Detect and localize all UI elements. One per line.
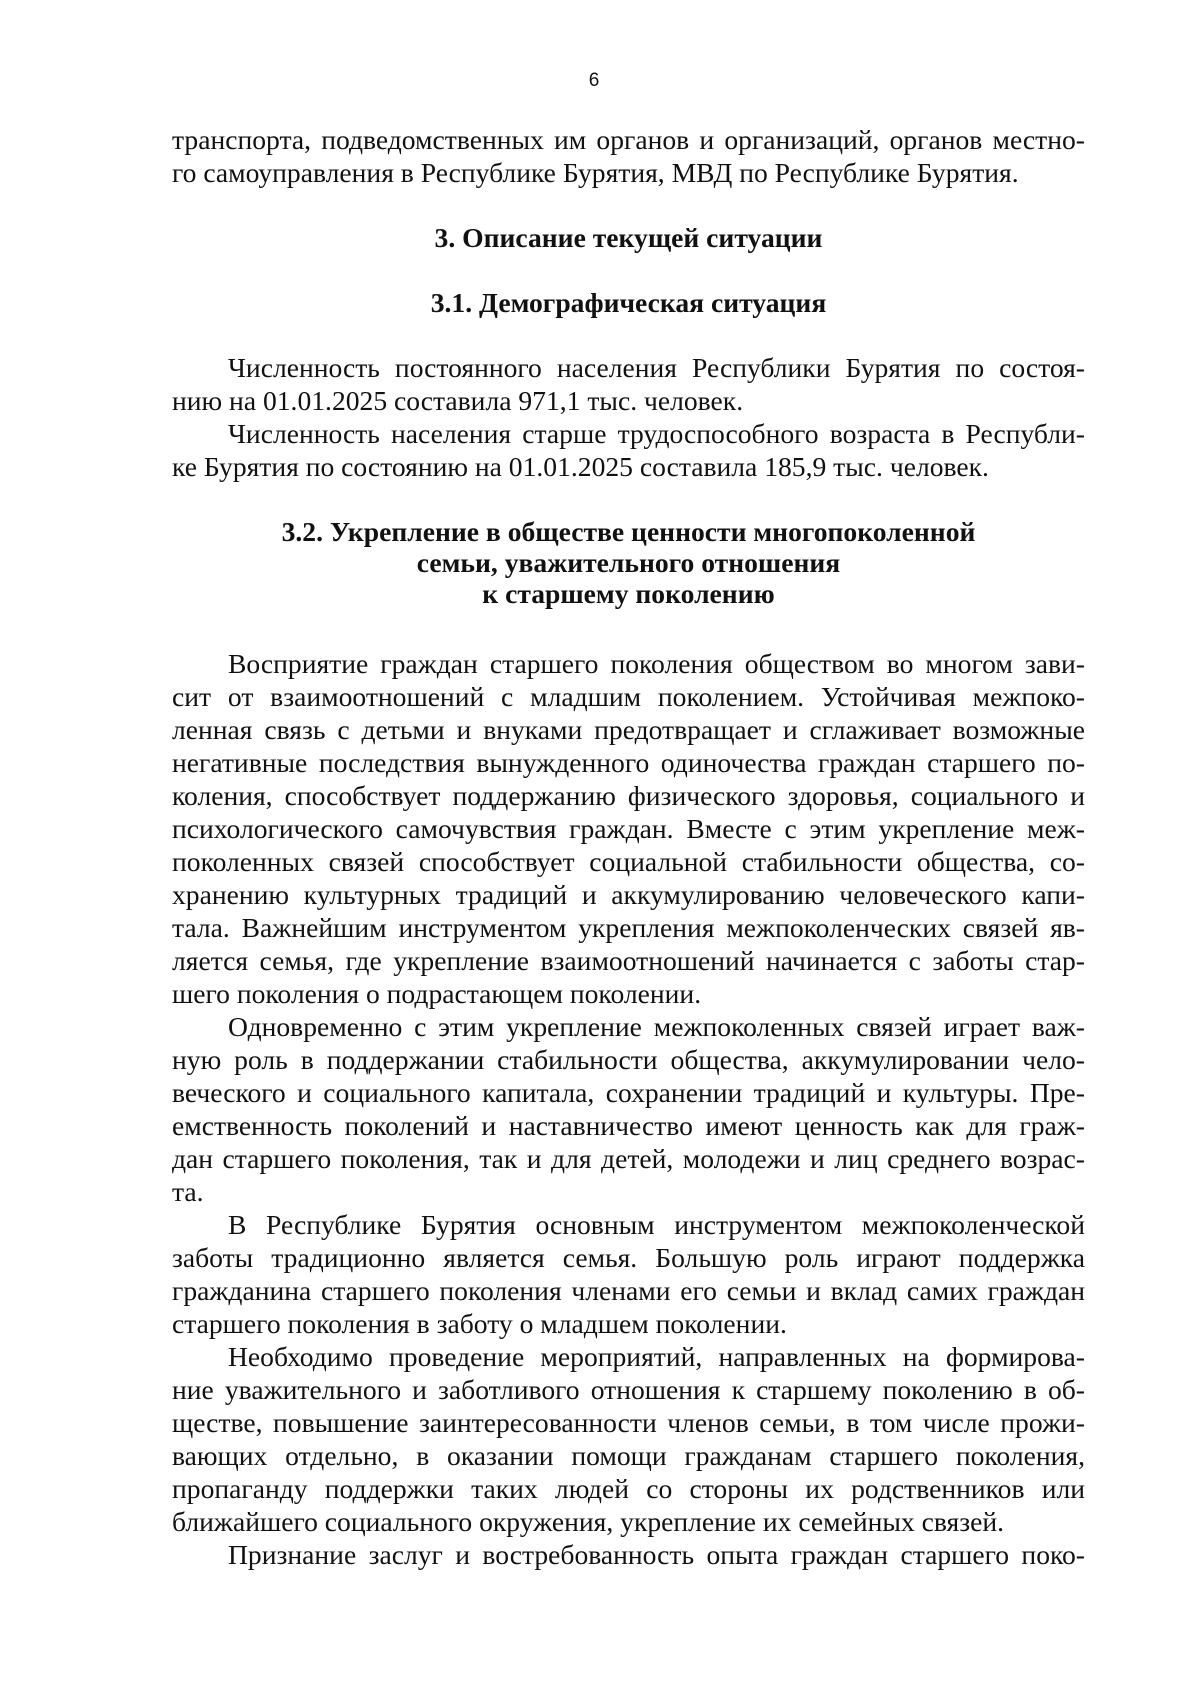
page-number: 6 xyxy=(588,70,600,91)
heading-line: семьи, уважительного отношения xyxy=(416,547,841,578)
body-paragraph xyxy=(172,1208,1085,1340)
paragraph-line: Восприятие граждан старшего поколения обществом во многом зави- xyxy=(228,648,1085,679)
demography-paragraph xyxy=(172,351,1085,417)
paragraph-line: Одновременно с этим укрепление межпоколенных связей играет важ- xyxy=(228,1011,1085,1042)
intro-paragraph xyxy=(172,123,1085,189)
document-body xyxy=(172,123,1085,1571)
heading-line: 3. Описание текущей ситуации xyxy=(434,222,823,253)
paragraph-line: та. xyxy=(172,1176,204,1207)
paragraph-line: тала. Важнейшим инструментом укрепления межпоколенческих связей яв- xyxy=(172,912,1085,943)
section-3-1-heading xyxy=(172,287,1085,318)
paragraph-line: емственность поколений и наставничество имеют ценность как для граж- xyxy=(172,1110,1085,1141)
paragraph-line: В Республике Бурятия основным инструментом межпоколенческой xyxy=(228,1209,1085,1240)
body-paragraph xyxy=(172,1538,1085,1571)
paragraph-line: ние уважительного и заботливого отношения к старшему поколению в об- xyxy=(172,1374,1085,1405)
body-paragraph xyxy=(172,1010,1085,1208)
paragraph-line: поколенных связей способствует социальной стабильности общества, со- xyxy=(172,846,1085,877)
demography-paragraph xyxy=(172,417,1085,483)
paragraph-line: го самоуправления в Республике Бурятия, МВД по Республике Бурятия. xyxy=(172,157,1019,188)
paragraph-line: ществе, повышение заинтересованности членов семьи, в том числе прожи- xyxy=(172,1407,1085,1438)
paragraph-line: нию на 01.01.2025 составила 971,1 тыс. человек. xyxy=(172,385,744,416)
section-3-heading xyxy=(172,222,1085,253)
paragraph-line: веческого и социального капитала, сохранении традиций и культуры. Пре- xyxy=(172,1077,1085,1108)
paragraph-line: хранению культурных традиций и аккумулированию человеческого капи- xyxy=(172,879,1085,910)
paragraph-line: пропаганду поддержки таких людей со стороны их родственников или xyxy=(172,1473,1085,1504)
paragraph-line: ленная связь с детьми и внуками предотвращает и сглаживает возможные xyxy=(172,714,1085,745)
paragraph-line: Численность населения старше трудоспособного возраста в Республи- xyxy=(228,418,1085,449)
paragraph-line: транспорта, подведомственных им органов и организаций, органов местно- xyxy=(172,124,1085,155)
paragraph-line: Признание заслуг и востребованность опыта граждан старшего поко- xyxy=(228,1539,1085,1570)
body-paragraph xyxy=(172,1340,1085,1538)
paragraph-line: вающих отдельно, в оказании помощи гражданам старшего поколения, xyxy=(172,1440,1085,1471)
paragraph-line: Численность постоянного населения Республики Бурятия по состоя- xyxy=(228,352,1085,383)
paragraph-line: Необходимо проведение мероприятий, направленных на формирова- xyxy=(228,1341,1085,1372)
heading-line: 3.1. Демографическая ситуация xyxy=(430,287,827,318)
paragraph-line: гражданина старшего поколения членами его семьи и вклад самих граждан xyxy=(172,1275,1085,1306)
paragraph-line: дан старшего поколения, так и для детей, молодежи и лиц среднего возрас- xyxy=(172,1143,1085,1174)
paragraph-line: старшего поколения в заботу о младшем поколении. xyxy=(172,1308,787,1339)
section-3-2-heading xyxy=(172,516,1085,609)
paragraph-line: заботы традиционно является семья. Большую роль играют поддержка xyxy=(172,1242,1085,1273)
paragraph-line: сит от взаимоотношений с младшим поколением. Устойчивая межпоко- xyxy=(172,681,1085,712)
heading-line: к старшему поколению xyxy=(482,578,775,609)
paragraph-line: негативные последствия вынужденного одиночества граждан старшего по- xyxy=(172,747,1085,778)
heading-line: 3.2. Укрепление в обществе ценности многопоколенной xyxy=(281,516,976,547)
paragraph-line: ке Бурятия по состоянию на 01.01.2025 составила 185,9 тыс. человек. xyxy=(172,451,989,482)
body-paragraph xyxy=(172,647,1085,1010)
paragraph-line: коления, способствует поддержанию физического здоровья, социального и xyxy=(172,780,1085,811)
paragraph-line: ную роль в поддержании стабильности общества, аккумулировании чело- xyxy=(172,1044,1085,1075)
paragraph-line: ближайшего социального окружения, укрепление их семейных связей. xyxy=(172,1506,1005,1537)
paragraph-line: ляется семья, где укрепление взаимоотношений начинается с заботы стар- xyxy=(172,945,1085,976)
paragraph-line: шего поколения о подрастающем поколении. xyxy=(172,978,702,1009)
paragraph-line: психологического самочувствия граждан. Вместе с этим укрепление меж- xyxy=(172,813,1085,844)
